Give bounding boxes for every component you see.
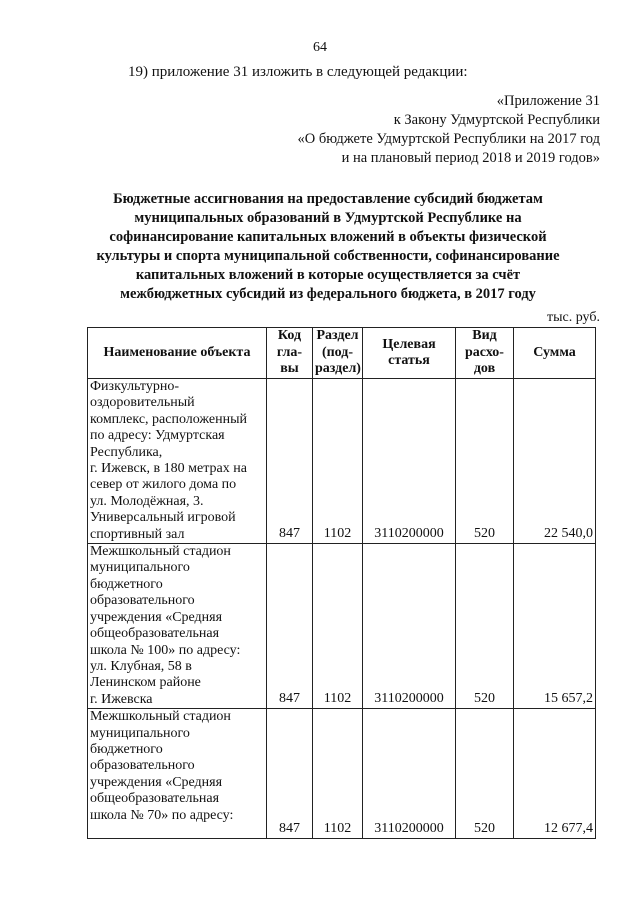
appendix-header-line: к Закону Удмуртской Республики [393, 112, 600, 128]
sum-cell: 22 540,0 [514, 379, 596, 544]
table-header-row [88, 328, 596, 379]
chapter-code-cell: 847 [267, 709, 313, 839]
appendix-header [298, 92, 600, 168]
object-name-cell: Межшкольный стадион муниципального бюджетного образовательного учреждения «Средняя общеобразовательная школа № 70» по адресу: [88, 709, 267, 839]
sum-cell: 12 677,4 [514, 709, 596, 839]
appendix-header-line: «О бюджете Удмуртской Республики на 2017 год [297, 131, 600, 147]
title-line: Бюджетные ассигнования на предоставление субсидий бюджетам [113, 191, 543, 207]
page-number: 64 [313, 40, 327, 55]
title-line: межбюджетных субсидий из федерального бюджета, в 2017 году [120, 286, 536, 302]
header-chapter-code: Код гла- вы [267, 328, 313, 379]
header-sum: Сумма [514, 328, 596, 379]
appendix-header-line: «Приложение 31 [496, 93, 600, 109]
document-title [78, 190, 578, 304]
title-line: капитальных вложений в которые осуществляется за счёт [135, 267, 521, 283]
appendix-header-line: и на плановый период 2018 и 2019 годов» [341, 150, 600, 166]
header-section: Раздел (под- раздел) [313, 328, 363, 379]
table-row [88, 544, 596, 709]
target-article-cell: 3110200000 [363, 709, 456, 839]
chapter-code-cell: 847 [267, 544, 313, 709]
title-line: муниципальных образований в Удмуртской Республике на [134, 210, 522, 226]
units-label: тыс. руб. [547, 310, 600, 325]
section-cell: 1102 [313, 544, 363, 709]
target-article-cell: 3110200000 [363, 379, 456, 544]
object-name-cell: Межшкольный стадион муниципального бюджетного образовательного учреждения «Средняя общеобразовательная школа № 100» по адресу: ул. Клубная, 58 в Ленинском районе г. Ижевска [88, 544, 267, 709]
amendment-instruction: 19) приложение 31 изложить в следующей редакции: [128, 64, 468, 80]
allocations-table [87, 327, 596, 839]
section-cell: 1102 [313, 379, 363, 544]
title-line: культуры и спорта муниципальной собственности, софинансирование [96, 248, 560, 264]
target-article-cell: 3110200000 [363, 544, 456, 709]
header-target-article: Целевая статья [363, 328, 456, 379]
title-line: софинансирование капитальных вложений в объекты физической [109, 229, 547, 245]
header-object-name: Наименование объекта [88, 328, 267, 379]
expense-type-cell: 520 [456, 379, 514, 544]
table-row [88, 709, 596, 839]
chapter-code-cell: 847 [267, 379, 313, 544]
header-expense-type: Вид расхо- дов [456, 328, 514, 379]
section-cell: 1102 [313, 709, 363, 839]
expense-type-cell: 520 [456, 709, 514, 839]
table-row [88, 379, 596, 544]
expense-type-cell: 520 [456, 544, 514, 709]
object-name-cell: Физкультурно- оздоровительный комплекс, расположенный по адресу: Удмуртская Республика, г. Ижевск, в 180 метрах на север от жилого дома по ул. Молодёжная, 3. Универсальный игровой спортивный зал [88, 379, 267, 544]
sum-cell: 15 657,2 [514, 544, 596, 709]
